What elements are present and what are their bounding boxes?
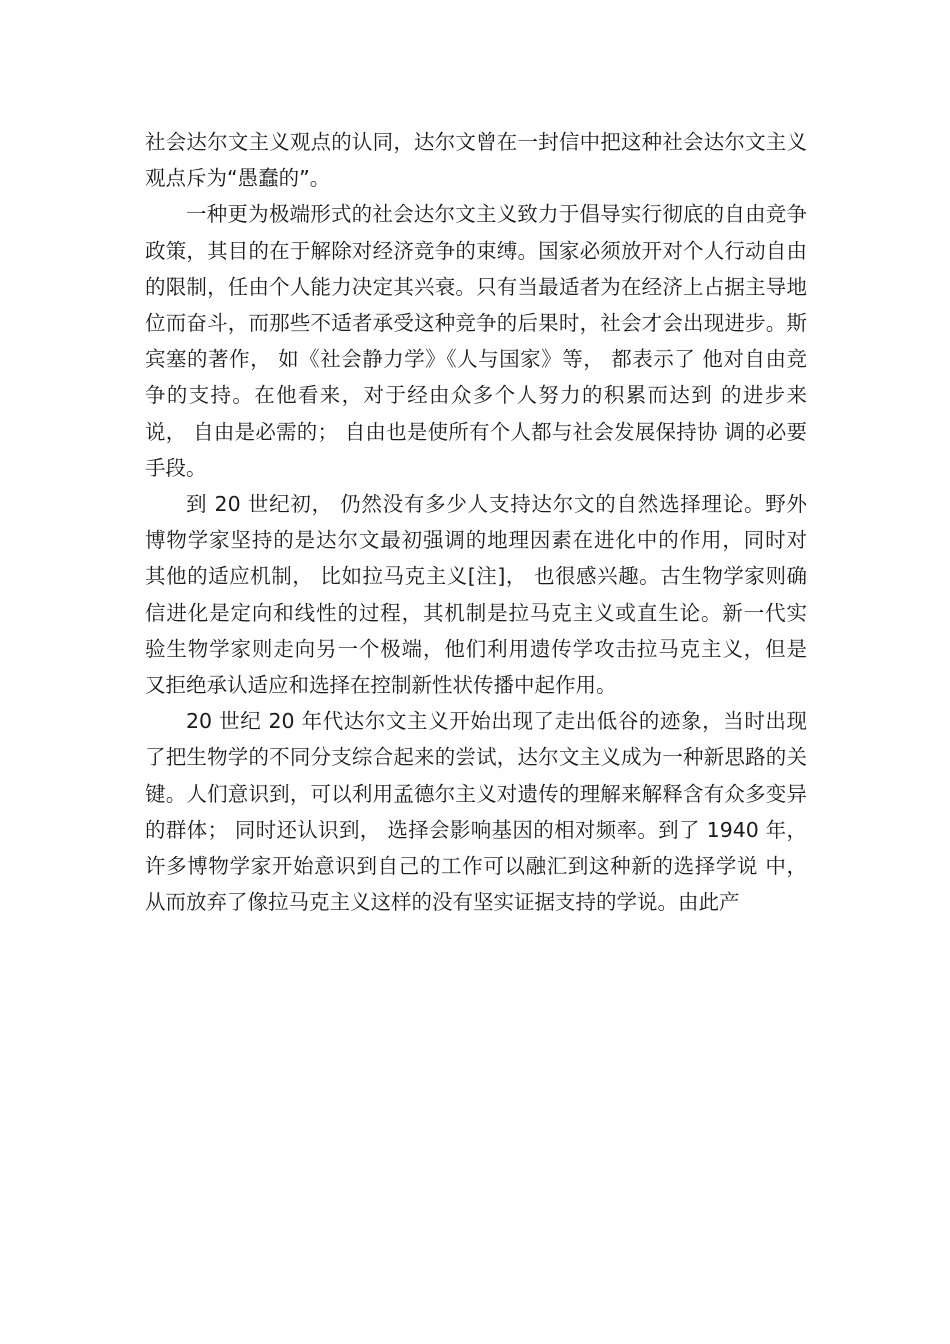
paragraph-3: 到 20 世纪初， 仍然没有多少人支持达尔文的自然选择理论。野外 博物学家坚持的是达尔文最初强调的地理因素在进化中的作用，同时对 其他的适应机制， 比如拉马克主义[注]， 也很感兴趣。古生物学家则确 信进化是定向和线性的过程，其机制是拉马克主义或直生论。新一代实 验生物学家则走向另一个极端，他们利用遗传学攻击拉马克主义，但是 又拒绝承认适应和选择在控制新性状传播中起作用。 [145, 492, 807, 698]
paragraph-4: 20 世纪 20 年代达尔文主义开始出现了走出低谷的迹象，当时出现了把生物学的不同分支综合起来的尝试，达尔文主义成为一种新思路的关键。人们意识到，可以利用孟德尔主义对遗传的理解来解释含有众多变异的群体； 同时还认识到， 选择会影响基因的相对频率。到了 1940 年，许多博物学家开始意识到自己的工作可以融汇到这种新的选择学说 中，从而放弃了像拉马克主义这样的没有坚实证据支持的学说。由此产 [145, 709, 807, 915]
paragraph-2: 一种更为极端形式的社会达尔文主义致力于倡导实行彻底的自由竞争政策，其目的在于解除对经济竞争的束缚。国家必须放开对个人行动自由的限制，任由个人能力决定其兴衰。只有当最适者为在经济上占据主导地位而奋斗，而那些不适者承受这种竞争的后果时，社会才会出现进步。斯宾塞的著作， 如《社会静力学》《人与国家》等， 都表示了 他对自由竞争的支持。在他看来，对于经由众多个人努力的积累而达到 的进步来说， 自由是必需的； 自由也是使所有个人都与社会发展保持协 调的必要手段。 [145, 202, 807, 480]
body-text [145, 124, 807, 920]
paragraph-1: 社会达尔文主义观点的认同，达尔文曾在一封信中把这种社会达尔文主义观点斥为“愚蠢的”。 [145, 130, 807, 191]
